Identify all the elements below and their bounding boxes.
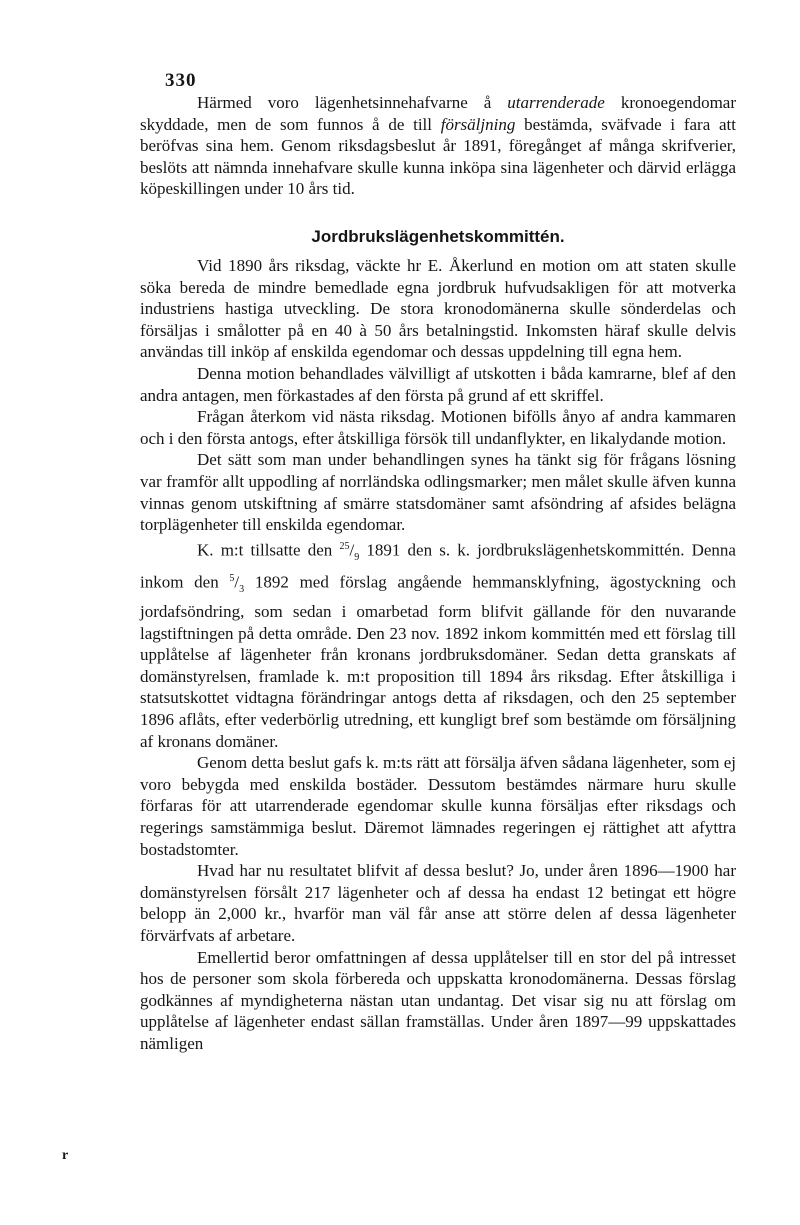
paragraph: Genom detta beslut gafs k. m:ts rätt att försälja äfven sådana lägenheter, som ej voro bebygda med enskilda bostäder. Dessutom bestämdes närmare huru skulle förfaras för att utarrenderade egendomar skulle kunna försäljas efter riksdags och regerings samstämmiga beslut. Däremot lämnades regeringen ej rättighet att afyttra bostadstomter. xyxy=(140,753,736,859)
paragraph: Hvad har nu resultatet blifvit af dessa beslut? Jo, under åren 1896—1900 har domänstyrelsen försålt 217 lägenheter och af dessa ha endast 12 betingat ett högre belopp än 2,000 kr., hvarför man väl får anse att större delen af dessa lägenheter förvärfvats af arbetare. xyxy=(140,861,736,945)
paragraph: Denna motion behandlades välvilligt af utskotten i båda kamrarne, blef af den andra antagen, men förkastades af den första på grund af ett skriffel. xyxy=(140,363,736,405)
page-number: 330 xyxy=(165,70,197,91)
paragraph: Emellertid beror omfattningen af dessa upplåtelser till en stor del på intresset hos de personer som skola förbereda och uppskatta kronodomänerna. Dessas förslag godkännes af myndigheterna nästan utan undantag. Det visar sig nu att förslag om upplåtelse af lägenheter endast sällan framställas. Under åren 1897—99 uppskattades nämligen xyxy=(140,947,736,1053)
date-fraction-numerator: 25 xyxy=(339,540,350,552)
paragraph: K. m:t tillsatte den $^{25}/_9$ 1891 den s. k. jordbrukslägenhetskommittén. Denna inkom den $^5/_3$ 1892 med förslag angående hemmansklyfning, ägostyckning och jordafsöndring, som sedan i omarbetad form blifvit gällande för den nuvarande lagstiftningen på detta område. Den 23 nov. 1892 inkom kommittén med ett förslag till upplåtelse af lägenheter från kronans jordbruksdomäner. Sedan detta granskats af domänstyrelsen, framlade k. m:t proposition till 1894 års riksdag. Efter åtskilliga i statsutskottet vidtagna förändringar antogs detta af riksdagen, och den 25 september 1896 aflåts, efter vederbörlig utredning, ett kungligt bref som bestämde om försäljning af kronans domäner. xyxy=(140,540,736,751)
paragraph: Vid 1890 års riksdag, väckte hr E. Åkerlund en motion om att staten skulle söka bereda de mindre bemedlade egna jordbruk hufvudsakligen för att motverka industriens hastiga utveckling. De stora kronodomänerna skulle sönderdelas och försäljas i smålotter på en 40 à 50 års betalningstid. Inkomsten häraf skulle delvis användas till inköp af enskilda egendomar och dessas uppdelning till egna hem. xyxy=(140,256,736,362)
intro-emphasis-utarrenderade: utarrenderade xyxy=(507,93,605,112)
intro-text-1: Härmed voro lägenhetsinnehafvarne å xyxy=(197,93,508,112)
intro-text-3: bestämda, sväfvade i fara att beröfvas sina hem. Genom riksdagsbeslut år 1891, föregånget af många skrifverier, beslöts att nämnda innehafvare skulle kunna inköpa sina lägenheter och därvid erlägga köpeskillingen under 10 års tid. xyxy=(140,114,736,199)
section-body xyxy=(140,255,736,1054)
date-fraction-denominator: 3 xyxy=(239,584,245,596)
intro-emphasis-forsaljning: försäljning xyxy=(440,114,516,134)
stray-mark: r xyxy=(62,1148,69,1163)
paragraph: Det sätt som man under behandlingen synes ha tänkt sig för frågans lösning var framför allt uppodling af norrländska odlingsmarker; men målet skulle äfven kunna vinnas genom utskiftning af smärre statsdomäner samt afsöndring af afsides belägna torplägenheter till enskilda egendomar. xyxy=(140,450,736,535)
paragraph: Frågan återkom vid nästa riksdag. Motionen bifölls ånyo af andra kammaren och i den första antogs, efter åtskilliga försök till undanflykter, en likalydande motion. xyxy=(140,407,736,448)
intro-text-2: kronoegendomar skyddade, men de som funnos å de till xyxy=(140,93,736,134)
paragraph-text: K. m:t tillsatte den xyxy=(197,540,340,560)
date-fraction-numerator: 5 xyxy=(229,573,235,585)
date-fraction-denominator: 9 xyxy=(354,551,360,563)
section-heading: Jordbrukslägenhetskommittén. xyxy=(311,227,565,246)
paragraph-text: 1892 med förslag angående hemmansklyfning, ägostyckning och jordafsöndring, som sedan i omarbetad form blifvit gällande för den nuvarande lagstiftningen på detta område. Den 23 nov. 1892 inkom kommittén med ett förslag till upplåtelse af lägenheter från kronans jordbruksdomäner. Sedan detta granskats af domänstyrelsen, framlade k. m:t proposition till 1894 års riksdag. Efter åtskilliga i statsutskottet vidtagna förändringar antogs detta af riksdagen, och den 25 september 1896 aflåts, efter vederbörlig utredning, ett kungligt bref som bestämde om försäljning af kronans domäner. xyxy=(140,573,736,751)
paragraph-text: 1891 den s. k. jordbrukslägenhetskommittén. Denna inkom den xyxy=(140,540,736,593)
intro-paragraph xyxy=(140,92,736,200)
